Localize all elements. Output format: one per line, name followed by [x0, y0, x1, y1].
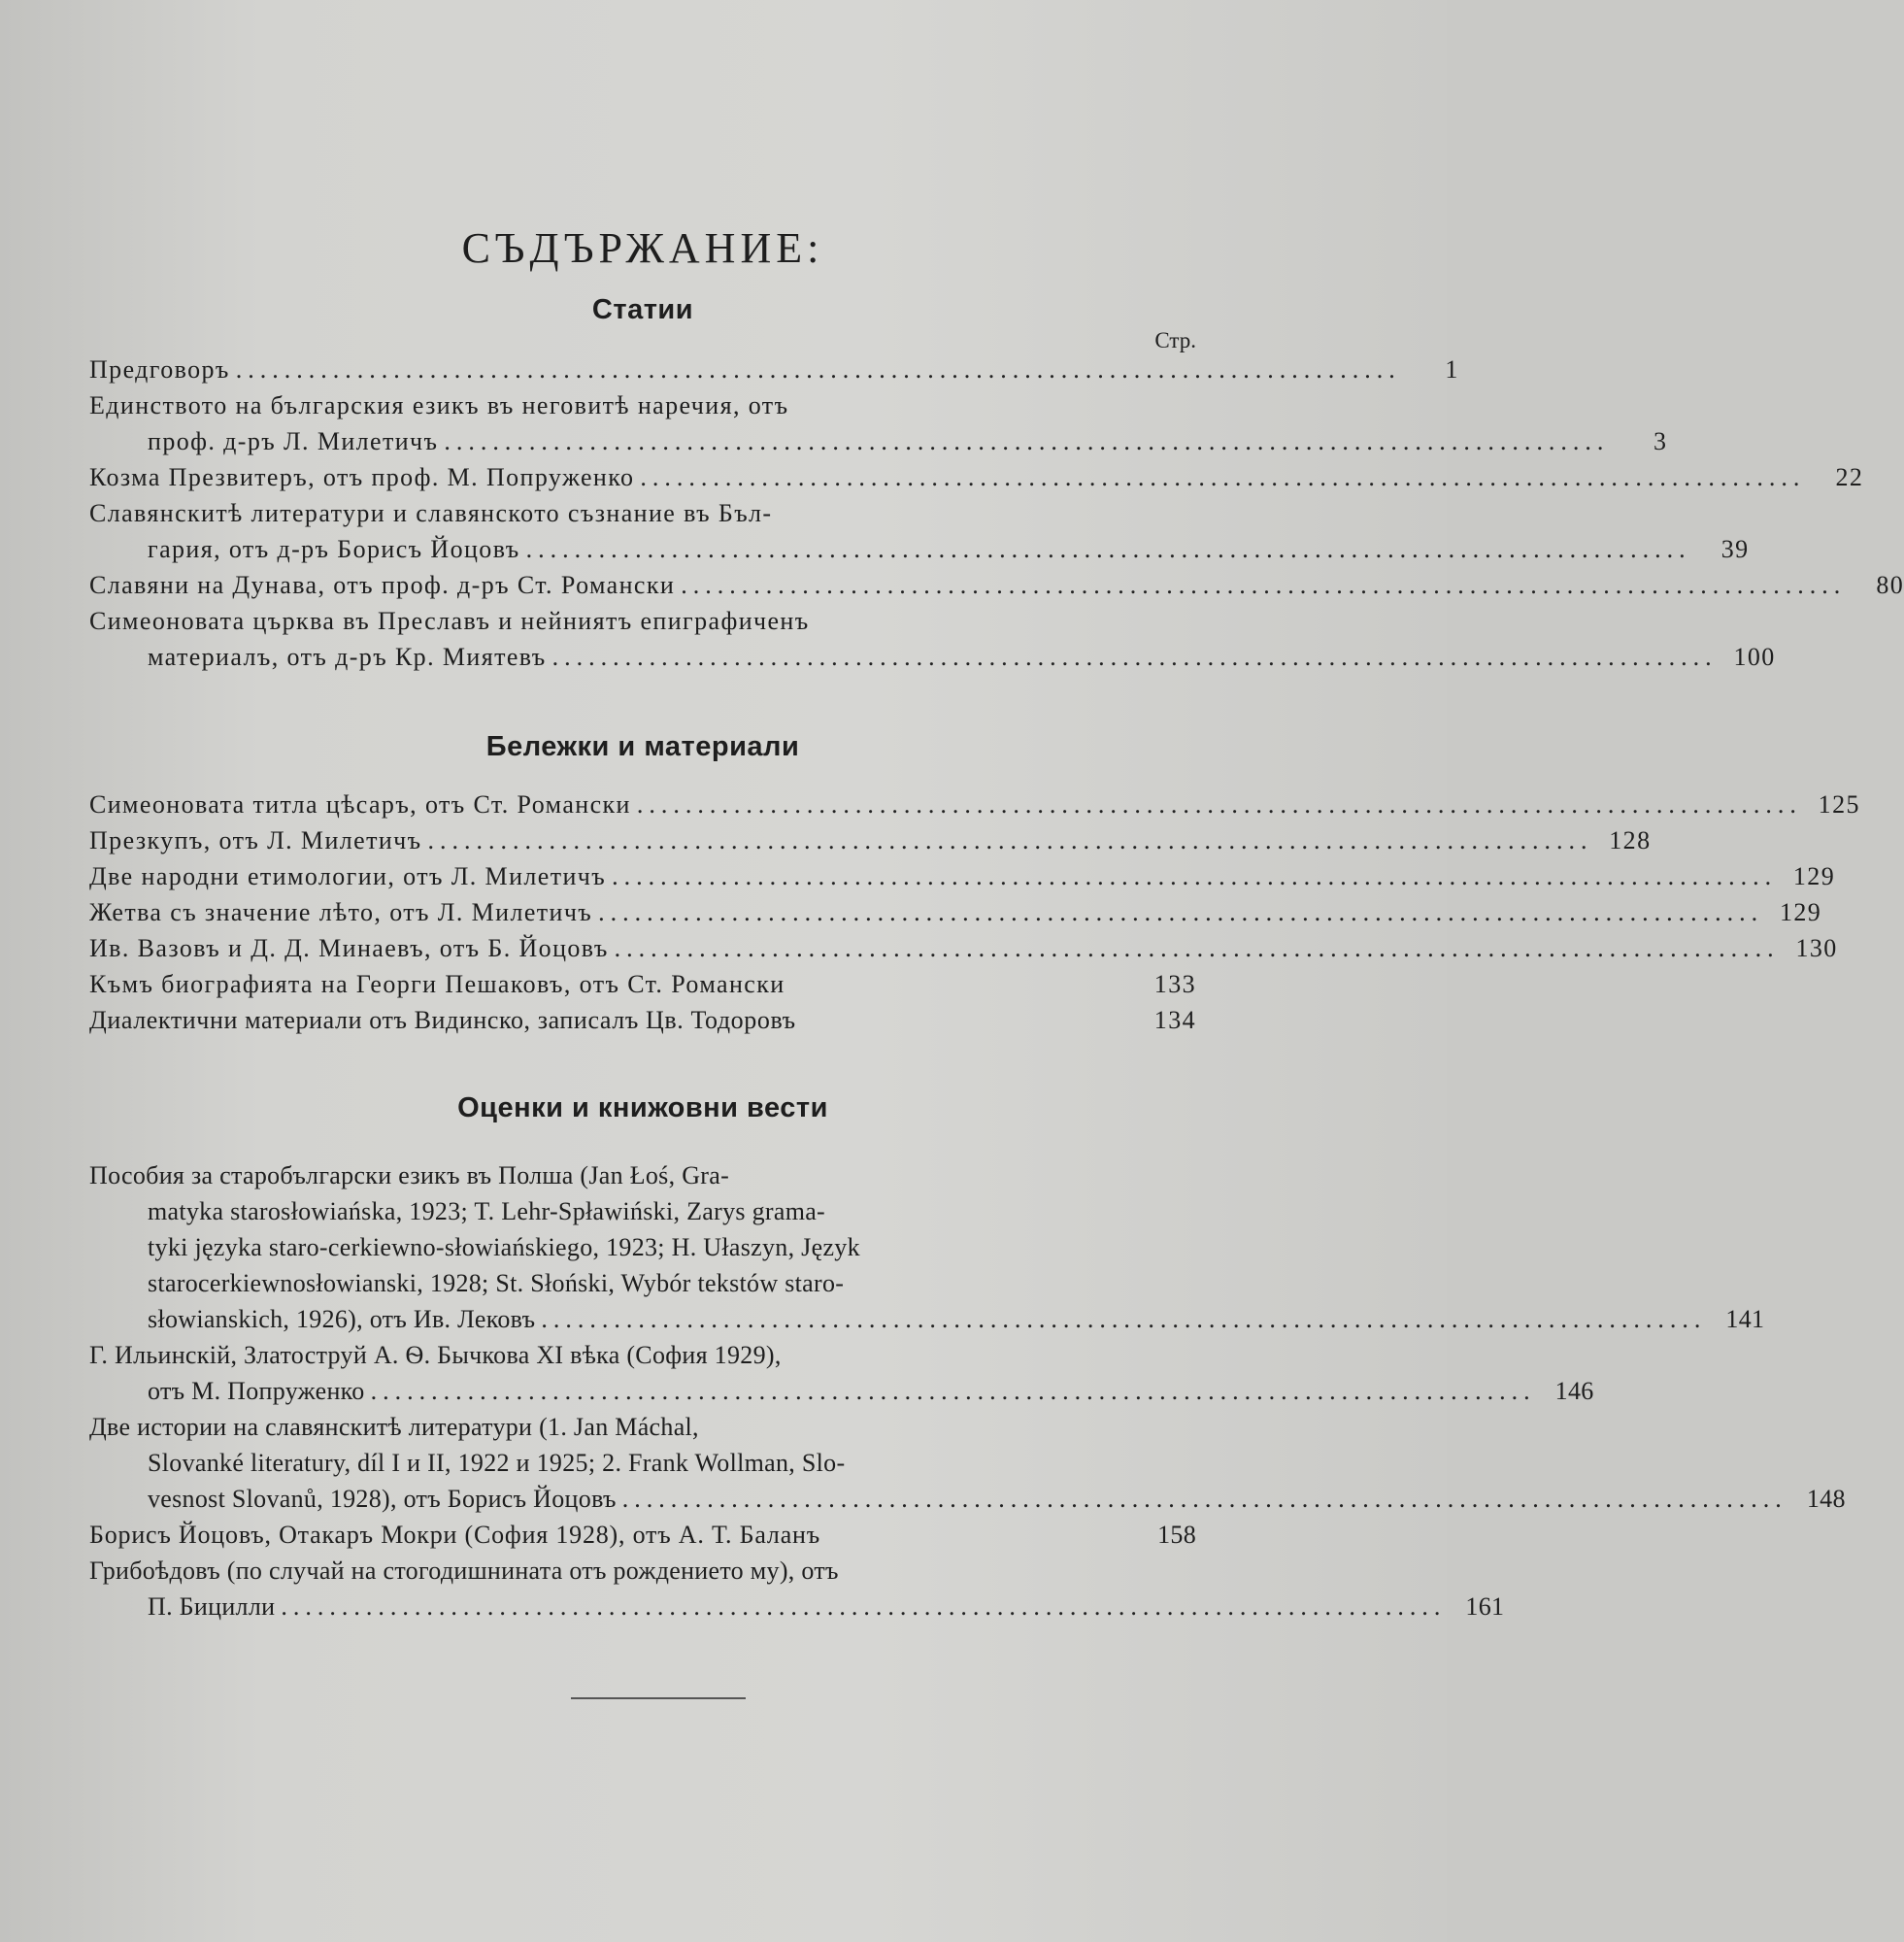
entry-text: tyki języka staro-cerkiewno-słowiańskiego, 1923; H. Ułaszyn, Język [148, 1233, 860, 1261]
leader-dots: ................................................................................................ [370, 1377, 1536, 1405]
toc-entry [89, 1409, 1846, 1517]
entry-text: Симеоновата църква въ Преславъ и нейниятъ епиграфиченъ [89, 607, 810, 635]
leader-dots: ................................................................................................ [281, 1592, 1447, 1621]
leader-dots: ................................................................................................ [427, 826, 1593, 854]
entry-text: Къмъ биографията на Георги Пешаковъ, отъ Ст. Романски [89, 970, 785, 998]
entry-text: starocerkiewnosłowianski, 1928; St. Słoński, Wybór tekstów staro- [148, 1269, 845, 1297]
toc-entry [89, 858, 1836, 894]
entry-text: проф. д-ръ Л. Милетичъ [148, 427, 439, 455]
entry-page: 133 [1153, 970, 1196, 998]
toc-entry [89, 459, 1864, 495]
entry-text: Диалектични материали отъ Видинско, записалъ Цв. Тодоровъ [89, 1006, 796, 1034]
entry-text: Slovanké literatury, díl I и II, 1922 и 1925; 2. Frank Wollman, Slo- [148, 1449, 846, 1477]
toc-entry [89, 603, 1776, 675]
section-heading-notes: Бележки и материали [485, 731, 800, 762]
page-title: СЪДЪРЖАНИЕ: [461, 224, 824, 272]
entry-text: Симеоновата титла цѣсаръ, отъ Ст. Романски [89, 790, 631, 819]
entry-text: Пособия за старобългарски езикъ въ Полша (Jan Łoś, Gra- [89, 1161, 730, 1189]
entry-text: Грибоѣдовъ (по случай на стогодишнината отъ рождението му), отъ [89, 1557, 839, 1585]
entry-page: 80 [1876, 571, 1904, 599]
entry-page: 141 [1725, 1305, 1765, 1333]
section-heading-articles: Статии [591, 294, 694, 325]
toc-entry [89, 567, 1904, 603]
entry-text: Две народни етимологии, отъ Л. Милетичъ [89, 862, 607, 890]
entry-text: отъ М. Попруженко [148, 1377, 365, 1405]
entry-page: 148 [1806, 1485, 1846, 1513]
toc-entry [89, 822, 1652, 858]
toc-entry [89, 1157, 1765, 1337]
entry-page: 129 [1779, 898, 1822, 926]
leader-dots: ................................................................................................ [598, 898, 1764, 926]
entry-page: 100 [1733, 643, 1776, 671]
leader-dots: ................................................................................................ [640, 463, 1806, 491]
section-heading-reviews: Оценки и книжовни вести [457, 1092, 828, 1123]
toc-entry [89, 1337, 1594, 1409]
entry-page: 129 [1792, 862, 1836, 890]
entry-page: 134 [1153, 1006, 1196, 1034]
toc-entry [89, 495, 1750, 567]
entry-text: słowianskich, 1926), отъ Ив. Лековъ [148, 1305, 536, 1333]
entry-text: Предговоръ [89, 355, 230, 384]
entry-text: П. Бицилли [148, 1592, 276, 1621]
entry-page: 22 [1835, 463, 1864, 491]
leader-dots: ................................................................................................ [612, 862, 1778, 890]
entry-text: Жетва съ значение лѣто, отъ Л. Милетичъ [89, 898, 593, 926]
toc-entry [89, 387, 1668, 459]
toc-entry [89, 1002, 1196, 1038]
leader-dots: ................................................................................................ [551, 643, 1718, 671]
entry-text: Презкупъ, отъ Л. Милетичъ [89, 826, 422, 854]
toc-entry [89, 787, 1860, 822]
toc-entry [89, 930, 1838, 966]
entry-page: 3 [1653, 427, 1668, 455]
entry-page: 1 [1445, 355, 1459, 384]
leader-dots: ................................................................................................ [525, 535, 1691, 563]
toc-entry [89, 894, 1822, 930]
leader-dots: ................................................................................................ [681, 571, 1847, 599]
entry-text: Козма Презвитеръ, отъ проф. М. Попруженко [89, 463, 635, 491]
page-column-label: Стр. [1154, 328, 1196, 352]
entry-text: Славянскитѣ литератури и славянското съзнание въ Бъл- [89, 499, 773, 527]
entry-text: Славяни на Дунава, отъ проф. д-ръ Ст. Романски [89, 571, 676, 599]
toc-entry [89, 1553, 1505, 1624]
entry-text: гария, отъ д-ръ Борисъ Йоцовъ [148, 535, 520, 563]
entry-page: 128 [1609, 826, 1652, 854]
entry-text: Единството на българския езикъ въ неговитѣ наречия, отъ [89, 391, 789, 419]
entry-text: Две истории на славянскитѣ литератури (1. Jan Máchal, [89, 1413, 699, 1441]
entry-page: 161 [1465, 1592, 1505, 1621]
entry-text: материалъ, отъ д-ръ Кр. Миятевъ [148, 643, 547, 671]
toc-entry [89, 1517, 1196, 1553]
leader-dots: ................................................................................................ [621, 1485, 1787, 1513]
toc-entry [89, 352, 1459, 387]
table-of-contents [89, 223, 1904, 1624]
entry-text: Г. Ильинскій, Златоструй А. Ѳ. Бычкова XI вѣка (София 1929), [89, 1341, 782, 1369]
entry-text: matyka starosłowiańska, 1923; T. Lehr-Spławiński, Zarys grama- [148, 1197, 826, 1225]
leader-dots: ................................................................................................ [614, 934, 1780, 962]
toc-entry [89, 966, 1196, 1002]
leader-dots: ................................................................................................ [541, 1305, 1707, 1333]
entry-page: 146 [1554, 1377, 1594, 1405]
leader-dots: ................................................................................................ [235, 355, 1401, 384]
entry-page: 39 [1720, 535, 1750, 563]
closing-rule [571, 1697, 746, 1699]
entry-page: 158 [1157, 1521, 1196, 1549]
entry-text: Борисъ Йоцовъ, Отакаръ Мокри (София 1928), отъ А. Т. Баланъ [89, 1521, 820, 1549]
entry-text: vesnost Slovanů, 1928), отъ Борисъ Йоцовъ [148, 1485, 617, 1513]
leader-dots: ................................................................................................ [444, 427, 1610, 455]
entry-page: 130 [1795, 934, 1838, 962]
entry-page: 125 [1818, 790, 1860, 819]
leader-dots: ................................................................................................ [636, 790, 1802, 819]
entry-text: Ив. Вазовъ и Д. Д. Минаевъ, отъ Б. Йоцовъ [89, 934, 609, 962]
